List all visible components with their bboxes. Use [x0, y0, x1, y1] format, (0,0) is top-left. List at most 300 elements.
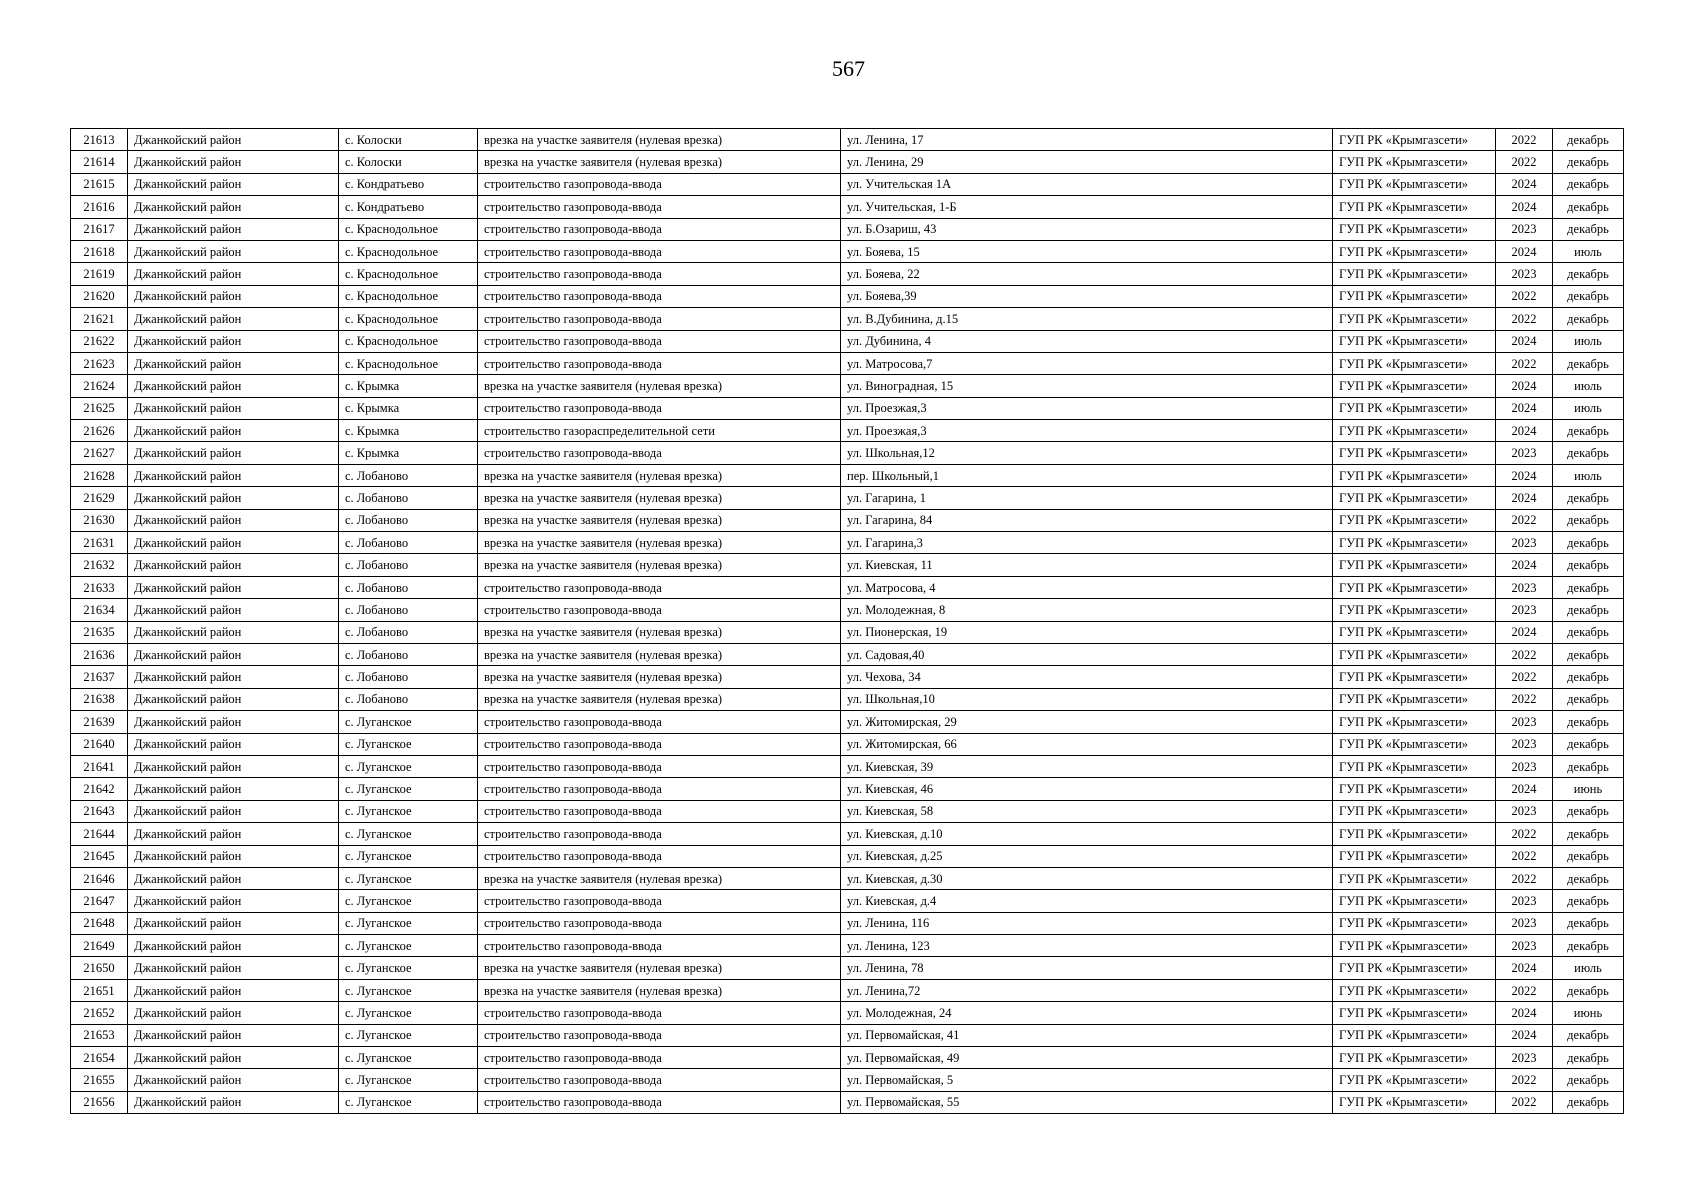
table-row	[71, 240, 1624, 262]
row-number-cell: 21645	[71, 845, 128, 867]
address-cell: ул. Учительская, 1-Б	[841, 196, 1333, 218]
village-cell: с. Лобаново	[339, 532, 478, 554]
organization-cell: ГУП РК «Крымгазсети»	[1333, 218, 1496, 240]
year-cell: 2023	[1496, 599, 1553, 621]
year-cell: 2024	[1496, 1024, 1553, 1046]
month-cell: декабрь	[1553, 532, 1624, 554]
district-cell: Джанкойский район	[128, 733, 339, 755]
row-number-cell: 21636	[71, 643, 128, 665]
work-type-cell: строительство газопровода-ввода	[478, 285, 841, 307]
address-cell: ул. Садовая,40	[841, 643, 1333, 665]
month-cell: июнь	[1553, 1002, 1624, 1024]
work-type-cell: строительство газопровода-ввода	[478, 935, 841, 957]
village-cell: с. Лобаново	[339, 688, 478, 710]
district-cell: Джанкойский район	[128, 285, 339, 307]
organization-cell: ГУП РК «Крымгазсети»	[1333, 1002, 1496, 1024]
row-number-cell: 21624	[71, 375, 128, 397]
district-cell: Джанкойский район	[128, 442, 339, 464]
village-cell: с. Лобаново	[339, 666, 478, 688]
address-cell: ул. Ленина, 29	[841, 151, 1333, 173]
month-cell: июль	[1553, 330, 1624, 352]
district-cell: Джанкойский район	[128, 688, 339, 710]
district-cell: Джанкойский район	[128, 867, 339, 889]
table-row	[71, 666, 1624, 688]
village-cell: с. Луганское	[339, 800, 478, 822]
address-cell: ул. Школьная,10	[841, 688, 1333, 710]
month-cell: декабрь	[1553, 599, 1624, 621]
year-cell: 2024	[1496, 1002, 1553, 1024]
work-type-cell: строительство газопровода-ввода	[478, 240, 841, 262]
district-cell: Джанкойский район	[128, 957, 339, 979]
address-cell: ул. Первомайская, 55	[841, 1091, 1333, 1113]
address-cell: ул. Чехова, 34	[841, 666, 1333, 688]
year-cell: 2024	[1496, 397, 1553, 419]
month-cell: декабрь	[1553, 509, 1624, 531]
address-cell: ул. Первомайская, 41	[841, 1024, 1333, 1046]
village-cell: с. Кондратьево	[339, 173, 478, 195]
work-type-cell: строительство газопровода-ввода	[478, 845, 841, 867]
work-type-cell: строительство газопровода-ввода	[478, 397, 841, 419]
row-number-cell: 21633	[71, 576, 128, 598]
address-cell: ул. Проезжая,3	[841, 420, 1333, 442]
year-cell: 2024	[1496, 196, 1553, 218]
organization-cell: ГУП РК «Крымгазсети»	[1333, 621, 1496, 643]
month-cell: декабрь	[1553, 711, 1624, 733]
work-type-cell: врезка на участке заявителя (нулевая врезка)	[478, 375, 841, 397]
address-cell: ул. В.Дубинина, д.15	[841, 308, 1333, 330]
village-cell: с. Луганское	[339, 1069, 478, 1091]
work-type-cell: врезка на участке заявителя (нулевая врезка)	[478, 688, 841, 710]
work-type-cell: строительство газопровода-ввода	[478, 1047, 841, 1069]
month-cell: декабрь	[1553, 643, 1624, 665]
organization-cell: ГУП РК «Крымгазсети»	[1333, 979, 1496, 1001]
year-cell: 2024	[1496, 330, 1553, 352]
month-cell: июль	[1553, 957, 1624, 979]
work-type-cell: строительство газопровода-ввода	[478, 330, 841, 352]
village-cell: с. Лобаново	[339, 599, 478, 621]
table-row	[71, 509, 1624, 531]
village-cell: с. Лобаново	[339, 487, 478, 509]
table-row	[71, 823, 1624, 845]
year-cell: 2023	[1496, 576, 1553, 598]
work-type-cell: строительство газопровода-ввода	[478, 263, 841, 285]
year-cell: 2022	[1496, 666, 1553, 688]
district-cell: Джанкойский район	[128, 554, 339, 576]
organization-cell: ГУП РК «Крымгазсети»	[1333, 487, 1496, 509]
row-number-cell: 21655	[71, 1069, 128, 1091]
address-cell: ул. Гагарина, 84	[841, 509, 1333, 531]
table-row	[71, 196, 1624, 218]
village-cell: с. Краснодольное	[339, 330, 478, 352]
row-number-cell: 21643	[71, 800, 128, 822]
work-type-cell: врезка на участке заявителя (нулевая врезка)	[478, 487, 841, 509]
district-cell: Джанкойский район	[128, 1069, 339, 1091]
district-cell: Джанкойский район	[128, 935, 339, 957]
organization-cell: ГУП РК «Крымгазсети»	[1333, 576, 1496, 598]
work-type-cell: врезка на участке заявителя (нулевая врезка)	[478, 957, 841, 979]
table-row	[71, 979, 1624, 1001]
work-type-cell: строительство газопровода-ввода	[478, 1091, 841, 1113]
village-cell: с. Крымка	[339, 397, 478, 419]
organization-cell: ГУП РК «Крымгазсети»	[1333, 1091, 1496, 1113]
month-cell: декабрь	[1553, 129, 1624, 151]
year-cell: 2024	[1496, 420, 1553, 442]
month-cell: декабрь	[1553, 1024, 1624, 1046]
month-cell: декабрь	[1553, 173, 1624, 195]
address-cell: ул. Первомайская, 5	[841, 1069, 1333, 1091]
organization-cell: ГУП РК «Крымгазсети»	[1333, 420, 1496, 442]
table-row	[71, 957, 1624, 979]
village-cell: с. Крымка	[339, 420, 478, 442]
village-cell: с. Лобаново	[339, 643, 478, 665]
table-row	[71, 711, 1624, 733]
table-row	[71, 755, 1624, 777]
organization-cell: ГУП РК «Крымгазсети»	[1333, 823, 1496, 845]
table-row	[71, 352, 1624, 374]
district-cell: Джанкойский район	[128, 890, 339, 912]
work-type-cell: строительство газопровода-ввода	[478, 1069, 841, 1091]
organization-cell: ГУП РК «Крымгазсети»	[1333, 1047, 1496, 1069]
organization-cell: ГУП РК «Крымгазсети»	[1333, 240, 1496, 262]
year-cell: 2024	[1496, 621, 1553, 643]
work-type-cell: строительство газопровода-ввода	[478, 599, 841, 621]
village-cell: с. Луганское	[339, 1024, 478, 1046]
address-cell: ул. Школьная,12	[841, 442, 1333, 464]
organization-cell: ГУП РК «Крымгазсети»	[1333, 845, 1496, 867]
year-cell: 2022	[1496, 1069, 1553, 1091]
district-cell: Джанкойский район	[128, 912, 339, 934]
table-row	[71, 1047, 1624, 1069]
year-cell: 2024	[1496, 375, 1553, 397]
month-cell: июль	[1553, 397, 1624, 419]
month-cell: декабрь	[1553, 1047, 1624, 1069]
district-cell: Джанкойский район	[128, 621, 339, 643]
row-number-cell: 21653	[71, 1024, 128, 1046]
organization-cell: ГУП РК «Крымгазсети»	[1333, 957, 1496, 979]
village-cell: с. Колоски	[339, 129, 478, 151]
year-cell: 2022	[1496, 823, 1553, 845]
row-number-cell: 21617	[71, 218, 128, 240]
village-cell: с. Лобаново	[339, 621, 478, 643]
organization-cell: ГУП РК «Крымгазсети»	[1333, 263, 1496, 285]
district-cell: Джанкойский район	[128, 576, 339, 598]
village-cell: с. Краснодольное	[339, 352, 478, 374]
row-number-cell: 21615	[71, 173, 128, 195]
table-row	[71, 532, 1624, 554]
address-cell: ул. Дубинина, 4	[841, 330, 1333, 352]
address-cell: ул. Киевская, 11	[841, 554, 1333, 576]
row-number-cell: 21641	[71, 755, 128, 777]
address-cell: ул. Житомирская, 66	[841, 733, 1333, 755]
address-cell: ул. Ленина, 123	[841, 935, 1333, 957]
month-cell: декабрь	[1553, 263, 1624, 285]
work-type-cell: строительство газопровода-ввода	[478, 755, 841, 777]
row-number-cell: 21647	[71, 890, 128, 912]
organization-cell: ГУП РК «Крымгазсети»	[1333, 308, 1496, 330]
organization-cell: ГУП РК «Крымгазсети»	[1333, 196, 1496, 218]
year-cell: 2022	[1496, 151, 1553, 173]
row-number-cell: 21646	[71, 867, 128, 889]
year-cell: 2023	[1496, 890, 1553, 912]
year-cell: 2023	[1496, 442, 1553, 464]
row-number-cell: 21623	[71, 352, 128, 374]
village-cell: с. Луганское	[339, 867, 478, 889]
village-cell: с. Луганское	[339, 890, 478, 912]
address-cell: ул. Бояева, 15	[841, 240, 1333, 262]
village-cell: с. Краснодольное	[339, 285, 478, 307]
year-cell: 2023	[1496, 935, 1553, 957]
organization-cell: ГУП РК «Крымгазсети»	[1333, 509, 1496, 531]
organization-cell: ГУП РК «Крымгазсети»	[1333, 397, 1496, 419]
district-cell: Джанкойский район	[128, 800, 339, 822]
organization-cell: ГУП РК «Крымгазсети»	[1333, 890, 1496, 912]
district-cell: Джанкойский район	[128, 129, 339, 151]
row-number-cell: 21631	[71, 532, 128, 554]
organization-cell: ГУП РК «Крымгазсети»	[1333, 129, 1496, 151]
work-type-cell: врезка на участке заявителя (нулевая врезка)	[478, 621, 841, 643]
table-row	[71, 285, 1624, 307]
work-type-cell: строительство газопровода-ввода	[478, 711, 841, 733]
table-row	[71, 890, 1624, 912]
month-cell: декабрь	[1553, 979, 1624, 1001]
work-type-cell: строительство газопровода-ввода	[478, 890, 841, 912]
row-number-cell: 21639	[71, 711, 128, 733]
district-cell: Джанкойский район	[128, 1002, 339, 1024]
organization-cell: ГУП РК «Крымгазсети»	[1333, 778, 1496, 800]
year-cell: 2022	[1496, 129, 1553, 151]
month-cell: декабрь	[1553, 890, 1624, 912]
district-cell: Джанкойский район	[128, 1091, 339, 1113]
table-row	[71, 442, 1624, 464]
month-cell: декабрь	[1553, 733, 1624, 755]
year-cell: 2022	[1496, 352, 1553, 374]
village-cell: с. Крымка	[339, 375, 478, 397]
organization-cell: ГУП РК «Крымгазсети»	[1333, 375, 1496, 397]
district-cell: Джанкойский район	[128, 509, 339, 531]
village-cell: с. Луганское	[339, 1047, 478, 1069]
district-cell: Джанкойский район	[128, 420, 339, 442]
table-row	[71, 487, 1624, 509]
row-number-cell: 21634	[71, 599, 128, 621]
district-cell: Джанкойский район	[128, 330, 339, 352]
address-cell: ул. Учительская 1А	[841, 173, 1333, 195]
row-number-cell: 21640	[71, 733, 128, 755]
address-cell: ул. Киевская, д.10	[841, 823, 1333, 845]
work-type-cell: строительство газопровода-ввода	[478, 912, 841, 934]
row-number-cell: 21635	[71, 621, 128, 643]
district-cell: Джанкойский район	[128, 979, 339, 1001]
table-row	[71, 218, 1624, 240]
table-row	[71, 688, 1624, 710]
row-number-cell: 21644	[71, 823, 128, 845]
district-cell: Джанкойский район	[128, 711, 339, 733]
month-cell: июнь	[1553, 778, 1624, 800]
month-cell: июль	[1553, 240, 1624, 262]
year-cell: 2022	[1496, 979, 1553, 1001]
work-type-cell: строительство газопровода-ввода	[478, 196, 841, 218]
work-type-cell: врезка на участке заявителя (нулевая врезка)	[478, 867, 841, 889]
year-cell: 2023	[1496, 912, 1553, 934]
address-cell: ул. Первомайская, 49	[841, 1047, 1333, 1069]
village-cell: с. Луганское	[339, 935, 478, 957]
month-cell: июль	[1553, 375, 1624, 397]
district-cell: Джанкойский район	[128, 1047, 339, 1069]
row-number-cell: 21628	[71, 464, 128, 486]
month-cell: декабрь	[1553, 1069, 1624, 1091]
row-number-cell: 21626	[71, 420, 128, 442]
year-cell: 2023	[1496, 532, 1553, 554]
table-body	[71, 129, 1624, 1114]
row-number-cell: 21621	[71, 308, 128, 330]
organization-cell: ГУП РК «Крымгазсети»	[1333, 599, 1496, 621]
page-number: 567	[832, 56, 865, 81]
work-type-cell: строительство газопровода-ввода	[478, 1024, 841, 1046]
table-row	[71, 375, 1624, 397]
year-cell: 2022	[1496, 285, 1553, 307]
village-cell: с. Кондратьево	[339, 196, 478, 218]
district-cell: Джанкойский район	[128, 532, 339, 554]
village-cell: с. Луганское	[339, 711, 478, 733]
month-cell: декабрь	[1553, 755, 1624, 777]
year-cell: 2024	[1496, 487, 1553, 509]
table-row	[71, 621, 1624, 643]
table-row	[71, 935, 1624, 957]
table-row	[71, 800, 1624, 822]
table-row	[71, 554, 1624, 576]
year-cell: 2023	[1496, 218, 1553, 240]
work-type-cell: врезка на участке заявителя (нулевая врезка)	[478, 509, 841, 531]
address-cell: ул. Киевская, 39	[841, 755, 1333, 777]
organization-cell: ГУП РК «Крымгазсети»	[1333, 733, 1496, 755]
address-cell: ул. Киевская, д.25	[841, 845, 1333, 867]
village-cell: с. Лобаново	[339, 576, 478, 598]
year-cell: 2024	[1496, 957, 1553, 979]
work-type-cell: строительство газопровода-ввода	[478, 1002, 841, 1024]
address-cell: ул. Виноградная, 15	[841, 375, 1333, 397]
organization-cell: ГУП РК «Крымгазсети»	[1333, 912, 1496, 934]
month-cell: декабрь	[1553, 218, 1624, 240]
district-cell: Джанкойский район	[128, 263, 339, 285]
row-number-cell: 21622	[71, 330, 128, 352]
table-row	[71, 1069, 1624, 1091]
district-cell: Джанкойский район	[128, 487, 339, 509]
village-cell: с. Краснодольное	[339, 263, 478, 285]
table-row	[71, 845, 1624, 867]
village-cell: с. Лобаново	[339, 464, 478, 486]
year-cell: 2024	[1496, 778, 1553, 800]
organization-cell: ГУП РК «Крымгазсети»	[1333, 688, 1496, 710]
district-cell: Джанкойский район	[128, 755, 339, 777]
work-type-cell: врезка на участке заявителя (нулевая врезка)	[478, 979, 841, 1001]
table-row	[71, 173, 1624, 195]
work-type-cell: строительство газопровода-ввода	[478, 218, 841, 240]
village-cell: с. Луганское	[339, 755, 478, 777]
month-cell: декабрь	[1553, 688, 1624, 710]
year-cell: 2023	[1496, 711, 1553, 733]
village-cell: с. Лобаново	[339, 554, 478, 576]
village-cell: с. Луганское	[339, 979, 478, 1001]
address-cell: ул. Ленина, 17	[841, 129, 1333, 151]
month-cell: декабрь	[1553, 935, 1624, 957]
row-number-cell: 21618	[71, 240, 128, 262]
village-cell: с. Луганское	[339, 1002, 478, 1024]
work-type-cell: врезка на участке заявителя (нулевая врезка)	[478, 554, 841, 576]
table-row	[71, 576, 1624, 598]
work-type-cell: строительство газопровода-ввода	[478, 173, 841, 195]
month-cell: декабрь	[1553, 442, 1624, 464]
district-cell: Джанкойский район	[128, 218, 339, 240]
month-cell: декабрь	[1553, 666, 1624, 688]
address-cell: ул. Бояева, 22	[841, 263, 1333, 285]
year-cell: 2023	[1496, 733, 1553, 755]
table-row	[71, 464, 1624, 486]
month-cell: декабрь	[1553, 196, 1624, 218]
year-cell: 2023	[1496, 755, 1553, 777]
table-row	[71, 263, 1624, 285]
address-cell: ул. Молодежная, 24	[841, 1002, 1333, 1024]
table-row	[71, 420, 1624, 442]
organization-cell: ГУП РК «Крымгазсети»	[1333, 464, 1496, 486]
year-cell: 2022	[1496, 509, 1553, 531]
row-number-cell: 21648	[71, 912, 128, 934]
row-number-cell: 21627	[71, 442, 128, 464]
year-cell: 2024	[1496, 173, 1553, 195]
organization-cell: ГУП РК «Крымгазсети»	[1333, 151, 1496, 173]
table-row	[71, 643, 1624, 665]
table-row	[71, 1002, 1624, 1024]
village-cell: с. Краснодольное	[339, 240, 478, 262]
organization-cell: ГУП РК «Крымгазсети»	[1333, 935, 1496, 957]
month-cell: декабрь	[1553, 845, 1624, 867]
table-row	[71, 867, 1624, 889]
month-cell: декабрь	[1553, 420, 1624, 442]
district-cell: Джанкойский район	[128, 196, 339, 218]
district-cell: Джанкойский район	[128, 173, 339, 195]
village-cell: с. Крымка	[339, 442, 478, 464]
organization-cell: ГУП РК «Крымгазсети»	[1333, 285, 1496, 307]
month-cell: декабрь	[1553, 912, 1624, 934]
row-number-cell: 21620	[71, 285, 128, 307]
work-type-cell: врезка на участке заявителя (нулевая врезка)	[478, 464, 841, 486]
row-number-cell: 21630	[71, 509, 128, 531]
year-cell: 2022	[1496, 308, 1553, 330]
month-cell: декабрь	[1553, 308, 1624, 330]
district-cell: Джанкойский район	[128, 352, 339, 374]
year-cell: 2022	[1496, 1091, 1553, 1113]
district-cell: Джанкойский район	[128, 823, 339, 845]
work-type-cell: строительство газопровода-ввода	[478, 823, 841, 845]
month-cell: декабрь	[1553, 1091, 1624, 1113]
work-type-cell: врезка на участке заявителя (нулевая врезка)	[478, 151, 841, 173]
row-number-cell: 21632	[71, 554, 128, 576]
address-cell: ул. Ленина,72	[841, 979, 1333, 1001]
row-number-cell: 21629	[71, 487, 128, 509]
address-cell: ул. Ленина, 116	[841, 912, 1333, 934]
district-cell: Джанкойский район	[128, 643, 339, 665]
organization-cell: ГУП РК «Крымгазсети»	[1333, 666, 1496, 688]
organization-cell: ГУП РК «Крымгазсети»	[1333, 867, 1496, 889]
work-type-cell: строительство газопровода-ввода	[478, 778, 841, 800]
district-cell: Джанкойский район	[128, 308, 339, 330]
address-cell: ул. Киевская, 58	[841, 800, 1333, 822]
address-cell: ул. Проезжая,3	[841, 397, 1333, 419]
village-cell: с. Луганское	[339, 957, 478, 979]
work-type-cell: врезка на участке заявителя (нулевая врезка)	[478, 532, 841, 554]
work-type-cell: врезка на участке заявителя (нулевая врезка)	[478, 643, 841, 665]
table-row	[71, 912, 1624, 934]
district-cell: Джанкойский район	[128, 666, 339, 688]
district-cell: Джанкойский район	[128, 599, 339, 621]
